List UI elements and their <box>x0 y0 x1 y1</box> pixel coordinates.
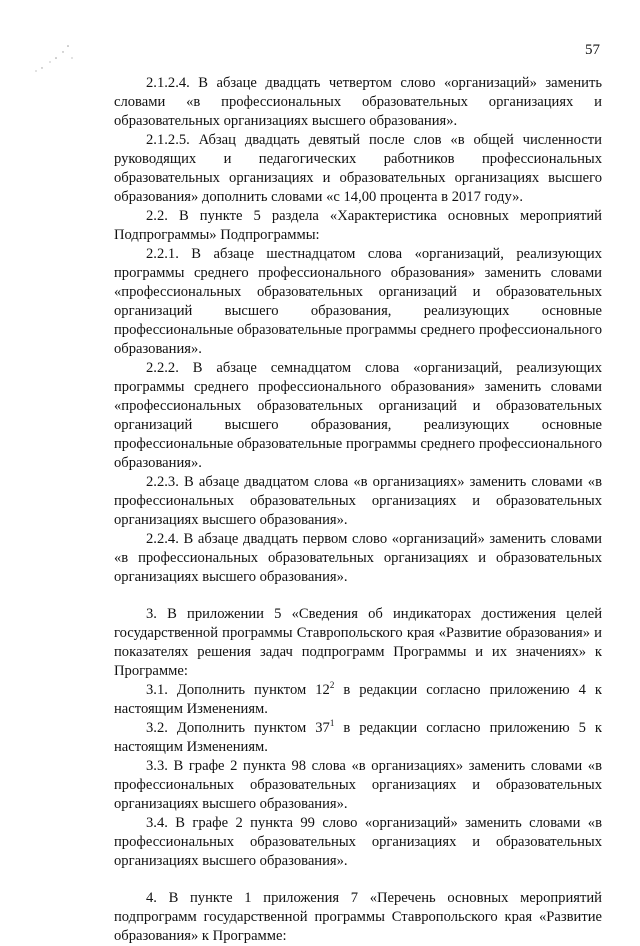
scan-artifact <box>30 40 80 80</box>
paragraph-2-1-2-5: 2.1.2.5. Абзац двадцать девятый после слов «в общей численности руководящих и педагогических работников профессиональных образовательных организациях и образовательных организациях высшего образования» дополнить словами «с 14,00 процента в 2017 году». <box>114 132 602 205</box>
paragraph-3-4: 3.4. В графе 2 пункта 99 слово «организаций» заменить словами «в профессиональных образовательных организациях и образовательных организациях высшего образования». <box>114 815 602 869</box>
paragraph-3: 3. В приложении 5 «Сведения об индикаторах достижения целей государственной программы Ставропольского края «Развитие образования» и показателях решения задач подпрограмм Программы и их значениях» к Программе: <box>114 606 602 679</box>
paragraph-3-2-rest: в редакции согласно приложению 5 к настоящим Изменениям. <box>114 720 602 755</box>
paragraph-2-2-4: 2.2.4. В абзаце двадцать первом слово «организаций» заменить словами «в профессиональных образовательных организациях и образовательных организациях высшего образования». <box>114 531 602 585</box>
paragraph-3-1-rest: в редакции согласно приложению 4 к настоящим Изменениям. <box>114 682 602 717</box>
superscript: 2 <box>329 680 335 691</box>
paragraph-2-2-3: 2.2.3. В абзаце двадцатом слова «в организациях» заменить словами «в профессиональных образовательных организациях и образовательных организациях высшего образования». <box>114 474 602 528</box>
paragraph-2-2-2: 2.2.2. В абзаце семнадцатом слова «организаций, реализующих программы среднего профессионального образования» заменить словами «профессиональных образовательных организаций и образовательных организаций высшего образования, реализующих основные профессиональные образовательные программы среднего профессионального образования». <box>114 360 602 471</box>
superscript: 1 <box>329 718 335 729</box>
paragraph-4: 4. В пункте 1 приложения 7 «Перечень основных мероприятий подпрограмм государственной программы Ставропольского края «Развитие образования» к Программе: <box>114 890 602 944</box>
paragraph-2-1-2-4: 2.1.2.4. В абзаце двадцать четвертом слово «организаций» заменить словами «в профессиональных образовательных организациях и образовательных организациях высшего образования». <box>114 75 602 129</box>
paragraph-3-1 <box>114 681 602 719</box>
paragraph-2-2-1: 2.2.1. В абзаце шестнадцатом слова «организаций, реализующих программы среднего профессионального образования» заменить словами «профессиональных образовательных организаций и образовательных организаций высшего образования, реализующих основные профессиональные образовательные программы среднего профессионального образования». <box>114 246 602 357</box>
document-body <box>114 74 602 946</box>
page-number: 57 <box>585 42 600 58</box>
paragraph-2-2: 2.2. В пункте 5 раздела «Характеристика основных мероприятий Подпрограммы» Подпрограммы: <box>114 208 602 243</box>
paragraph-3-3: 3.3. В графе 2 пункта 98 слова «в организациях» заменить словами «в профессиональных образовательных организациях и образовательных организациях высшего образования». <box>114 758 602 812</box>
paragraph-3-1-text: 3.1. Дополнить пунктом 12 <box>146 682 330 698</box>
paragraph-3-2 <box>114 719 602 757</box>
paragraph-3-2-text: 3.2. Дополнить пунктом 37 <box>146 720 330 736</box>
